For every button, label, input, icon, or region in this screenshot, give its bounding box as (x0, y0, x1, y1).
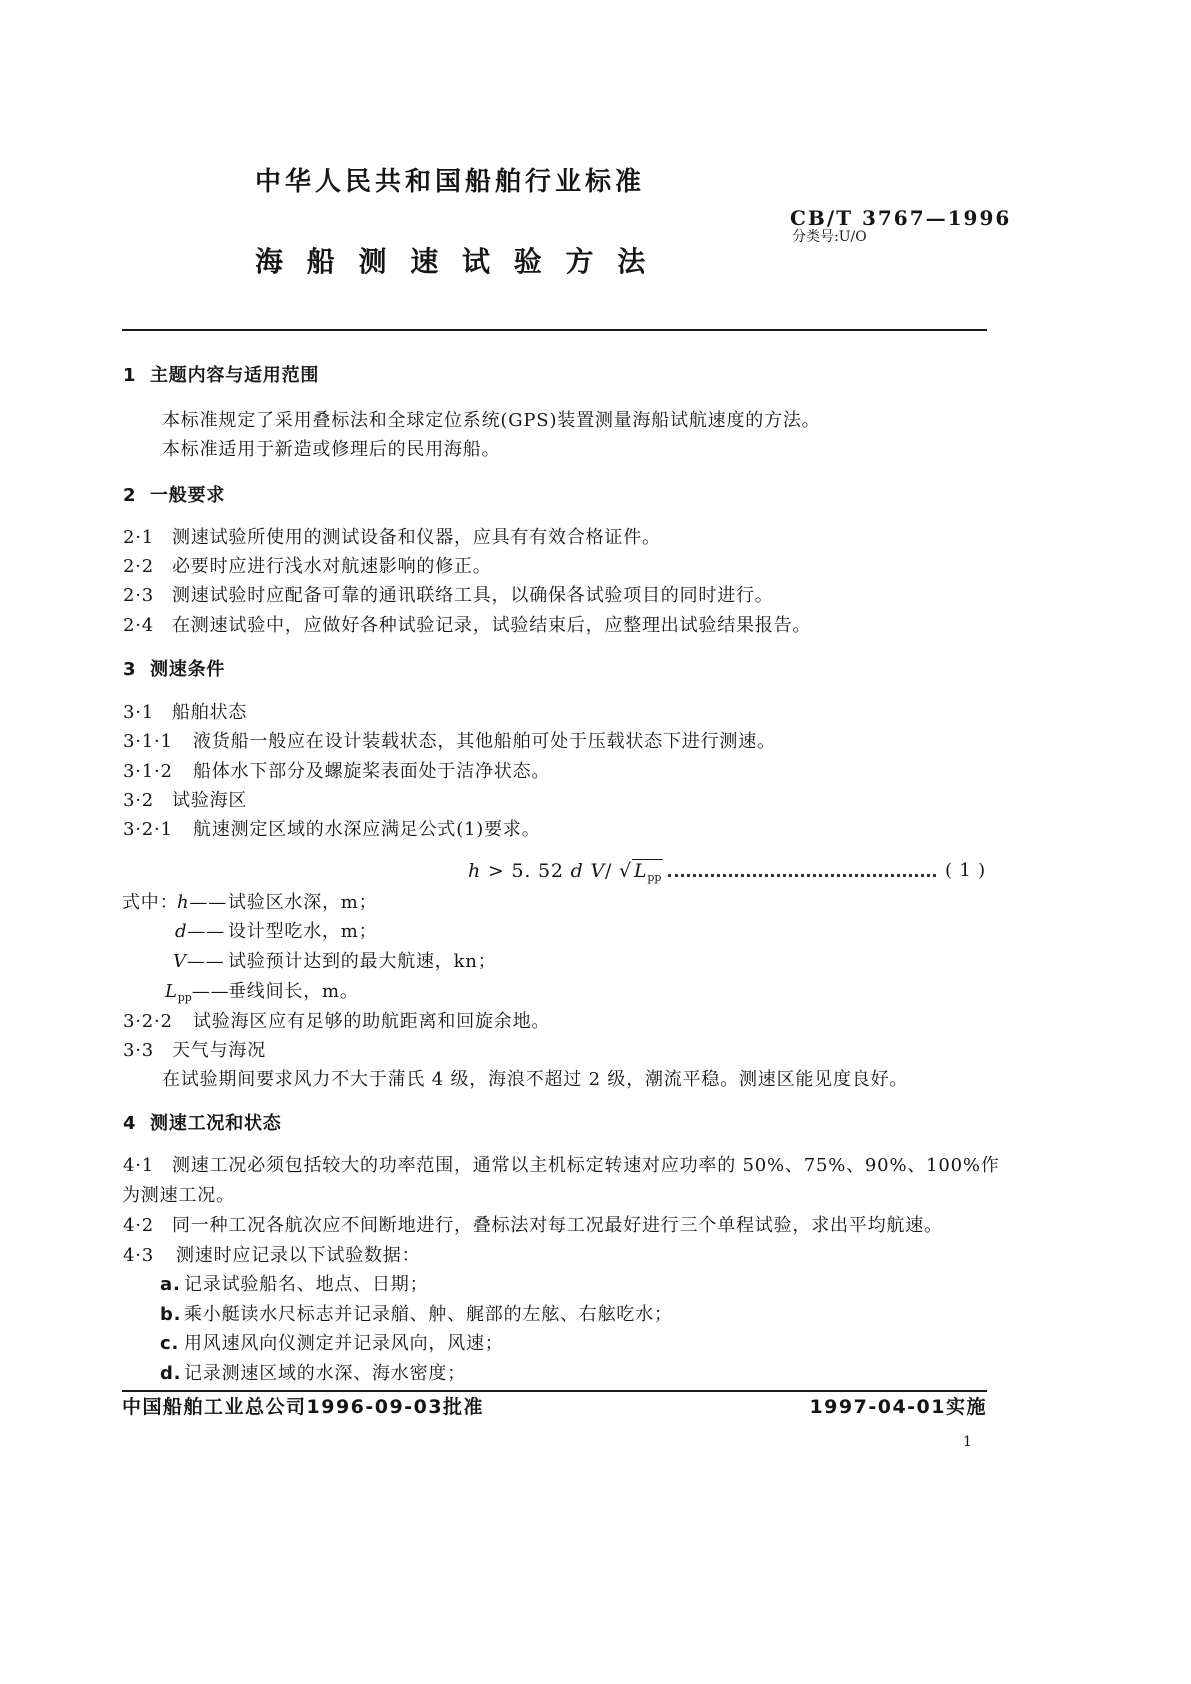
section-number: 1 (123, 365, 137, 386)
formula-radicand (632, 859, 664, 882)
symbol: h (177, 892, 190, 913)
clause-number: 3·1·2 (123, 761, 173, 782)
radical-icon: √ (619, 860, 632, 882)
section-2-heading (123, 485, 225, 507)
clause-text: 船体水下部分及螺旋桨表面处于洁净状态。 (193, 761, 551, 782)
paragraph: 本标准适用于新造或修理后的民用海船。 (162, 439, 501, 460)
clause-text: 液货船一般应在设计装载状态，其他船舶可处于压载状态下进行测速。 (193, 731, 776, 752)
page-number: 1 (963, 1434, 972, 1450)
clause-number: 2·1 (123, 527, 155, 548)
list-item (160, 1304, 673, 1326)
definition-text: 垂线间长，m。 (228, 981, 359, 1002)
definition-dash: —— (186, 951, 225, 972)
clause-text: 试验海区应有足够的助航距离和回旋余地。 (193, 1011, 551, 1032)
clause-item (123, 585, 774, 607)
clause-item (123, 761, 550, 783)
section-1-heading (123, 365, 319, 387)
definition-text: 设计型吃水，m； (228, 921, 378, 942)
clause-text: 试验海区 (172, 790, 248, 811)
section-title: 测速工况和状态 (150, 1113, 282, 1134)
clause-item (123, 702, 247, 724)
section-number: 3 (123, 659, 137, 680)
formula-length-symbol: L (633, 860, 648, 882)
section-title: 主题内容与适用范围 (150, 365, 320, 386)
clause-number: 4·3 (123, 1245, 155, 1266)
clause-text: 在测速试验中，应做好各种试验记录，试验结束后，应整理出试验结果报告。 (172, 615, 812, 636)
section-3-heading (123, 659, 225, 681)
definitions-intro: 式中： (122, 892, 179, 913)
clause-number: 3·1·1 (123, 731, 173, 752)
list-label: b. (160, 1304, 182, 1325)
org-title: 中华人民共和国船舶行业标准 (255, 167, 646, 197)
clause-number: 3·2·2 (123, 1011, 173, 1032)
section-title: 一般要求 (150, 485, 226, 506)
clause-number: 2·3 (123, 585, 155, 606)
list-label: a. (160, 1274, 181, 1295)
clause-number: 4·1 (123, 1155, 155, 1176)
clause-item (123, 556, 492, 578)
clause-item (123, 1215, 943, 1237)
list-item (160, 1363, 466, 1385)
symbol: d (175, 921, 188, 942)
clause-item (123, 615, 811, 637)
list-text: 乘小艇读水尺标志并记录艏、舯、艉部的左舷、右舷吃水； (184, 1304, 673, 1325)
list-item (160, 1333, 504, 1355)
list-item (160, 1274, 428, 1296)
clause-number: 2·4 (123, 615, 155, 636)
definition-symbol (175, 921, 225, 943)
clause-text: 测速工况必须包括较大的功率范围，通常以主机标定转速对应功率的 50%、75%、90%、100%作 (172, 1155, 1000, 1176)
header-rule (122, 329, 987, 331)
effective-date: 1997-04-01实施 (809, 1396, 987, 1418)
clause-number: 3·1 (123, 702, 155, 723)
definition-symbol (165, 981, 229, 1009)
definition-symbol (173, 951, 224, 973)
clause-item (123, 790, 247, 812)
formula-length-subscript: pp (647, 871, 662, 884)
dot-leader (668, 874, 936, 877)
clause-text: 船舶状态 (172, 702, 248, 723)
symbol: V (173, 951, 187, 972)
clause-item (123, 819, 541, 841)
clause-text: 测速时应记录以下试验数据： (176, 1245, 421, 1266)
equation-number: ( 1 ) (945, 860, 986, 881)
clause-text: 测速试验所使用的测试设备和仪器，应具有有效合格证件。 (172, 527, 661, 548)
clause-number: 4·2 (123, 1215, 155, 1236)
clause-number: 3·3 (123, 1040, 155, 1061)
depth-formula (468, 860, 663, 889)
definition-dash: —— (191, 981, 230, 1002)
section-title: 测速条件 (150, 659, 226, 680)
section-number: 4 (123, 1113, 137, 1134)
clause-item (123, 1155, 1000, 1177)
paragraph: 本标准规定了采用叠标法和全球定位系统(GPS)装置测量海船试航速度的方法。 (162, 410, 821, 431)
document-title: 海 船 测 速 试 验 方 法 (255, 245, 653, 278)
definition-text: 试验区水深，m； (228, 892, 378, 913)
clause-text-continued: 为测速工况。 (122, 1185, 235, 1206)
approval-line: 中国船舶工业总公司1996-09-03批准 (122, 1396, 485, 1418)
clause-text: 测速试验时应配备可靠的通讯联络工具，以确保各试验项目的同时进行。 (172, 585, 774, 606)
definition-dash: —— (189, 892, 228, 913)
definition-text: 试验预计达到的最大航速，kn； (228, 951, 497, 972)
formula-slash: / (605, 860, 613, 882)
formula-variables: d V (570, 860, 605, 882)
clause-number: 2·2 (123, 556, 155, 577)
formula-depth-symbol: h (468, 860, 482, 882)
symbol: L (165, 981, 178, 1002)
standard-code: CB/T 3767—1996 (790, 206, 1012, 230)
definition-dash: —— (187, 921, 225, 942)
list-label: d. (160, 1363, 182, 1384)
footer-rule (122, 1390, 987, 1392)
classification-code: 分类号:U/O (792, 229, 867, 245)
formula-coefficient: 5. 52 (511, 860, 564, 882)
clause-text: 同一种工况各航次应不间断地进行，叠标法对每工况最好进行三个单程试验，求出平均航速。 (172, 1215, 943, 1236)
clause-text: 航速测定区域的水深应满足公式(1)要求。 (193, 819, 541, 840)
clause-item (123, 1245, 420, 1267)
clause-number: 3·2·1 (123, 819, 173, 840)
list-text: 记录测速区域的水深、海水密度； (184, 1363, 466, 1384)
section-4-heading (123, 1113, 282, 1135)
paragraph: 在试验期间要求风力不大于蒲氏 4 级，海浪不超过 2 级，潮流平稳。测速区能见度良好。 (162, 1069, 909, 1090)
clause-item (123, 527, 661, 549)
list-text: 记录试验船名、地点、日期； (184, 1274, 429, 1295)
clause-item (123, 1011, 550, 1033)
formula-operator: > (487, 860, 505, 882)
clause-text: 天气与海况 (172, 1040, 266, 1061)
clause-item (123, 731, 776, 753)
symbol-subscript: pp (177, 991, 192, 1004)
clause-number: 3·2 (123, 790, 155, 811)
clause-text: 必要时应进行浅水对航速影响的修正。 (172, 556, 492, 577)
list-label: c. (160, 1333, 180, 1354)
section-number: 2 (123, 485, 137, 506)
list-text: 用风速风向仪测定并记录风向，风速； (184, 1333, 504, 1354)
definition-symbol (177, 892, 227, 914)
clause-item (123, 1040, 266, 1062)
